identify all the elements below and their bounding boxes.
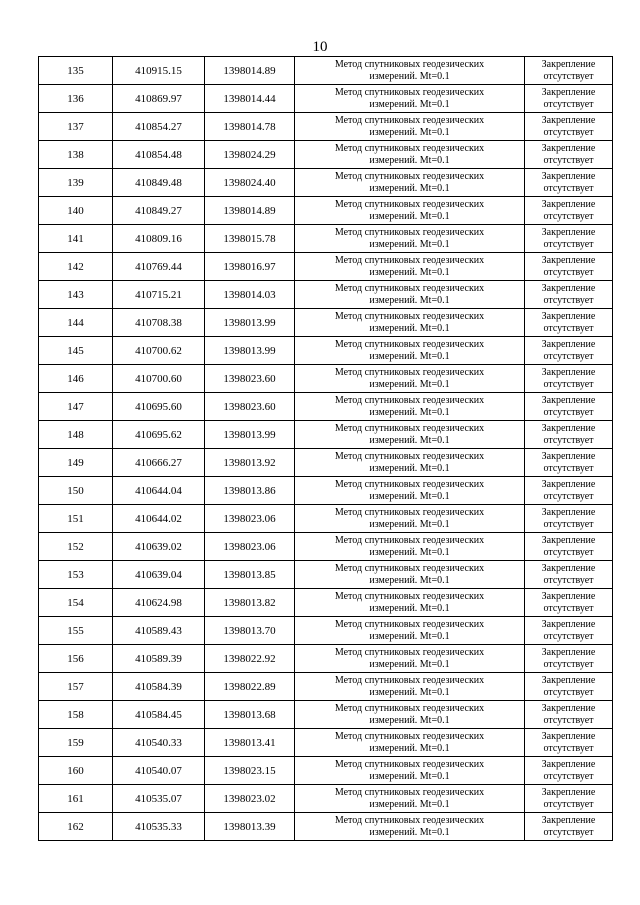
table-row [39, 813, 613, 841]
table-row [39, 57, 613, 85]
fixing-line-1: Закрепление [541, 338, 596, 350]
method-line-2: измерений. Mt=0.1 [369, 798, 450, 810]
fixing-line-1: Закрепление [541, 478, 596, 490]
method-line-2: измерений. Mt=0.1 [369, 742, 450, 754]
fixing-cell [525, 617, 613, 645]
method-line-1: Метод спутниковых геодезических [334, 562, 485, 574]
method-line-1: Метод спутниковых геодезических [334, 730, 485, 742]
fixing-cell [525, 253, 613, 281]
y-coordinate-cell: 1398023.06 [205, 533, 295, 561]
fixing-cell [525, 701, 613, 729]
y-coordinate-cell: 1398013.99 [205, 309, 295, 337]
fixing-cell [525, 85, 613, 113]
table-row [39, 505, 613, 533]
method-line-1: Метод спутниковых геодезических [334, 646, 485, 658]
y-coordinate-cell: 1398013.85 [205, 561, 295, 589]
fixing-line-1: Закрепление [541, 254, 596, 266]
method-line-2: измерений. Mt=0.1 [369, 378, 450, 390]
fixing-cell [525, 309, 613, 337]
fixing-cell [525, 729, 613, 757]
fixing-line-1: Закрепление [541, 702, 596, 714]
x-coordinate-cell: 410624.98 [113, 589, 205, 617]
fixing-cell [525, 785, 613, 813]
fixing-line-1: Закрепление [541, 58, 596, 70]
x-coordinate-cell: 410849.48 [113, 169, 205, 197]
fixing-line-1: Закрепление [541, 450, 596, 462]
fixing-cell [525, 589, 613, 617]
coordinates-table-body [39, 57, 613, 841]
y-coordinate-cell: 1398023.60 [205, 365, 295, 393]
table-row [39, 197, 613, 225]
method-line-1: Метод спутниковых геодезических [334, 422, 485, 434]
fixing-line-1: Закрепление [541, 506, 596, 518]
method-line-1: Метод спутниковых геодезических [334, 170, 485, 182]
fixing-line-1: Закрепление [541, 422, 596, 434]
fixing-line-2: отсутствует [543, 98, 594, 110]
method-line-1: Метод спутниковых геодезических [334, 814, 485, 826]
method-line-2: измерений. Mt=0.1 [369, 602, 450, 614]
method-cell [295, 561, 525, 589]
method-line-1: Метод спутниковых геодезических [334, 478, 485, 490]
method-line-2: измерений. Mt=0.1 [369, 490, 450, 502]
method-line-2: измерений. Mt=0.1 [369, 294, 450, 306]
x-coordinate-cell: 410540.33 [113, 729, 205, 757]
method-cell [295, 253, 525, 281]
fixing-line-2: отсутствует [543, 238, 594, 250]
method-cell [295, 197, 525, 225]
fixing-line-2: отсутствует [543, 742, 594, 754]
method-cell [295, 673, 525, 701]
method-cell [295, 617, 525, 645]
fixing-line-2: отсутствует [543, 826, 594, 838]
method-line-2: измерений. Mt=0.1 [369, 182, 450, 194]
x-coordinate-cell: 410540.07 [113, 757, 205, 785]
fixing-cell [525, 365, 613, 393]
method-line-1: Метод спутниковых геодезических [334, 310, 485, 322]
fixing-line-1: Закрепление [541, 198, 596, 210]
fixing-cell [525, 449, 613, 477]
fixing-cell [525, 57, 613, 85]
point-number-cell: 136 [39, 85, 113, 113]
y-coordinate-cell: 1398013.99 [205, 337, 295, 365]
fixing-line-2: отсутствует [543, 210, 594, 222]
fixing-line-1: Закрепление [541, 282, 596, 294]
y-coordinate-cell: 1398014.89 [205, 57, 295, 85]
method-line-1: Метод спутниковых геодезических [334, 226, 485, 238]
table-row [39, 589, 613, 617]
fixing-line-1: Закрепление [541, 758, 596, 770]
point-number-cell: 139 [39, 169, 113, 197]
method-line-1: Метод спутниковых геодезических [334, 198, 485, 210]
x-coordinate-cell: 410700.60 [113, 365, 205, 393]
table-row [39, 785, 613, 813]
method-line-2: измерений. Mt=0.1 [369, 434, 450, 446]
fixing-cell [525, 505, 613, 533]
method-line-2: измерений. Mt=0.1 [369, 126, 450, 138]
method-cell [295, 225, 525, 253]
method-line-1: Метод спутниковых геодезических [334, 254, 485, 266]
fixing-line-1: Закрепление [541, 786, 596, 798]
table-row [39, 393, 613, 421]
method-line-2: измерений. Mt=0.1 [369, 462, 450, 474]
table-row [39, 225, 613, 253]
point-number-cell: 155 [39, 617, 113, 645]
method-line-2: измерений. Mt=0.1 [369, 770, 450, 782]
method-cell [295, 505, 525, 533]
method-cell [295, 85, 525, 113]
point-number-cell: 159 [39, 729, 113, 757]
fixing-cell [525, 421, 613, 449]
fixing-line-1: Закрепление [541, 814, 596, 826]
method-line-1: Метод спутниковых геодезических [334, 282, 485, 294]
point-number-cell: 153 [39, 561, 113, 589]
method-cell [295, 589, 525, 617]
fixing-line-2: отсутствует [543, 714, 594, 726]
fixing-line-2: отсутствует [543, 322, 594, 334]
y-coordinate-cell: 1398024.40 [205, 169, 295, 197]
fixing-line-2: отсутствует [543, 658, 594, 670]
method-line-1: Метод спутниковых геодезических [334, 114, 485, 126]
fixing-line-1: Закрепление [541, 590, 596, 602]
point-number-cell: 137 [39, 113, 113, 141]
point-number-cell: 142 [39, 253, 113, 281]
point-number-cell: 147 [39, 393, 113, 421]
method-cell [295, 309, 525, 337]
fixing-line-2: отсутствует [543, 518, 594, 530]
method-line-2: измерений. Mt=0.1 [369, 714, 450, 726]
y-coordinate-cell: 1398013.70 [205, 617, 295, 645]
method-line-2: измерений. Mt=0.1 [369, 826, 450, 838]
fixing-line-1: Закрепление [541, 730, 596, 742]
method-cell [295, 813, 525, 841]
method-line-2: измерений. Mt=0.1 [369, 266, 450, 278]
y-coordinate-cell: 1398013.39 [205, 813, 295, 841]
point-number-cell: 143 [39, 281, 113, 309]
method-line-1: Метод спутниковых геодезических [334, 366, 485, 378]
table-row [39, 533, 613, 561]
point-number-cell: 161 [39, 785, 113, 813]
x-coordinate-cell: 410589.43 [113, 617, 205, 645]
fixing-line-2: отсутствует [543, 574, 594, 586]
fixing-line-2: отсутствует [543, 602, 594, 614]
y-coordinate-cell: 1398014.03 [205, 281, 295, 309]
x-coordinate-cell: 410854.27 [113, 113, 205, 141]
method-cell [295, 701, 525, 729]
fixing-line-1: Закрепление [541, 142, 596, 154]
fixing-line-2: отсутствует [543, 294, 594, 306]
table-row [39, 253, 613, 281]
method-line-2: измерений. Mt=0.1 [369, 70, 450, 82]
y-coordinate-cell: 1398014.44 [205, 85, 295, 113]
method-cell [295, 281, 525, 309]
x-coordinate-cell: 410644.04 [113, 477, 205, 505]
method-line-1: Метод спутниковых геодезических [334, 142, 485, 154]
point-number-cell: 156 [39, 645, 113, 673]
table-row [39, 477, 613, 505]
point-number-cell: 154 [39, 589, 113, 617]
method-cell [295, 785, 525, 813]
method-line-1: Метод спутниковых геодезических [334, 338, 485, 350]
point-number-cell: 157 [39, 673, 113, 701]
method-line-1: Метод спутниковых геодезических [334, 506, 485, 518]
x-coordinate-cell: 410854.48 [113, 141, 205, 169]
x-coordinate-cell: 410695.60 [113, 393, 205, 421]
page-number: 10 [312, 39, 328, 55]
y-coordinate-cell: 1398022.92 [205, 645, 295, 673]
fixing-line-2: отсутствует [543, 266, 594, 278]
x-coordinate-cell: 410589.39 [113, 645, 205, 673]
table-row [39, 309, 613, 337]
fixing-line-2: отсутствует [543, 462, 594, 474]
x-coordinate-cell: 410849.27 [113, 197, 205, 225]
fixing-line-1: Закрепление [541, 170, 596, 182]
y-coordinate-cell: 1398014.78 [205, 113, 295, 141]
fixing-cell [525, 645, 613, 673]
fixing-cell [525, 757, 613, 785]
fixing-line-2: отсутствует [543, 70, 594, 82]
point-number-cell: 140 [39, 197, 113, 225]
method-line-2: измерений. Mt=0.1 [369, 630, 450, 642]
method-line-2: измерений. Mt=0.1 [369, 98, 450, 110]
method-cell [295, 449, 525, 477]
y-coordinate-cell: 1398013.68 [205, 701, 295, 729]
table-row [39, 365, 613, 393]
y-coordinate-cell: 1398013.82 [205, 589, 295, 617]
y-coordinate-cell: 1398024.29 [205, 141, 295, 169]
y-coordinate-cell: 1398013.41 [205, 729, 295, 757]
x-coordinate-cell: 410666.27 [113, 449, 205, 477]
table-row [39, 113, 613, 141]
table-row [39, 421, 613, 449]
x-coordinate-cell: 410915.15 [113, 57, 205, 85]
fixing-line-2: отсутствует [543, 686, 594, 698]
fixing-line-1: Закрепление [541, 114, 596, 126]
fixing-line-2: отсутствует [543, 798, 594, 810]
fixing-line-2: отсутствует [543, 490, 594, 502]
point-number-cell: 141 [39, 225, 113, 253]
point-number-cell: 158 [39, 701, 113, 729]
x-coordinate-cell: 410584.45 [113, 701, 205, 729]
method-cell [295, 729, 525, 757]
x-coordinate-cell: 410715.21 [113, 281, 205, 309]
table-row [39, 673, 613, 701]
point-number-cell: 145 [39, 337, 113, 365]
fixing-cell [525, 533, 613, 561]
method-line-1: Метод спутниковых геодезических [334, 590, 485, 602]
fixing-line-2: отсутствует [543, 378, 594, 390]
fixing-line-1: Закрепление [541, 674, 596, 686]
fixing-line-1: Закрепление [541, 366, 596, 378]
fixing-line-1: Закрепление [541, 310, 596, 322]
method-cell [295, 533, 525, 561]
point-number-cell: 152 [39, 533, 113, 561]
y-coordinate-cell: 1398023.15 [205, 757, 295, 785]
method-line-1: Метод спутниковых геодезических [334, 394, 485, 406]
point-number-cell: 151 [39, 505, 113, 533]
method-cell [295, 337, 525, 365]
fixing-cell [525, 281, 613, 309]
fixing-line-2: отсутствует [543, 154, 594, 166]
y-coordinate-cell: 1398016.97 [205, 253, 295, 281]
fixing-line-2: отсутствует [543, 350, 594, 362]
x-coordinate-cell: 410695.62 [113, 421, 205, 449]
table-row [39, 449, 613, 477]
fixing-line-1: Закрепление [541, 534, 596, 546]
fixing-line-2: отсутствует [543, 126, 594, 138]
method-cell [295, 113, 525, 141]
x-coordinate-cell: 410869.97 [113, 85, 205, 113]
y-coordinate-cell: 1398015.78 [205, 225, 295, 253]
fixing-cell [525, 813, 613, 841]
method-line-2: измерений. Mt=0.1 [369, 406, 450, 418]
y-coordinate-cell: 1398014.89 [205, 197, 295, 225]
method-line-2: измерений. Mt=0.1 [369, 574, 450, 586]
method-cell [295, 421, 525, 449]
fixing-line-2: отсутствует [543, 406, 594, 418]
method-line-1: Метод спутниковых геодезических [334, 674, 485, 686]
method-line-2: измерений. Mt=0.1 [369, 154, 450, 166]
fixing-line-2: отсутствует [543, 182, 594, 194]
point-number-cell: 149 [39, 449, 113, 477]
y-coordinate-cell: 1398013.92 [205, 449, 295, 477]
x-coordinate-cell: 410639.02 [113, 533, 205, 561]
method-cell [295, 57, 525, 85]
method-line-1: Метод спутниковых геодезических [334, 534, 485, 546]
y-coordinate-cell: 1398022.89 [205, 673, 295, 701]
fixing-line-2: отсутствует [543, 434, 594, 446]
y-coordinate-cell: 1398023.02 [205, 785, 295, 813]
fixing-line-1: Закрепление [541, 394, 596, 406]
point-number-cell: 148 [39, 421, 113, 449]
method-line-2: измерений. Mt=0.1 [369, 322, 450, 334]
y-coordinate-cell: 1398023.06 [205, 505, 295, 533]
fixing-cell [525, 337, 613, 365]
fixing-line-1: Закрепление [541, 226, 596, 238]
fixing-cell [525, 197, 613, 225]
fixing-line-1: Закрепление [541, 618, 596, 630]
x-coordinate-cell: 410639.04 [113, 561, 205, 589]
method-line-2: измерений. Mt=0.1 [369, 546, 450, 558]
table-row [39, 141, 613, 169]
table-row [39, 757, 613, 785]
method-line-1: Метод спутниковых геодезических [334, 450, 485, 462]
method-cell [295, 757, 525, 785]
point-number-cell: 138 [39, 141, 113, 169]
fixing-cell [525, 673, 613, 701]
table-row [39, 85, 613, 113]
x-coordinate-cell: 410644.02 [113, 505, 205, 533]
point-number-cell: 160 [39, 757, 113, 785]
method-line-2: измерений. Mt=0.1 [369, 658, 450, 670]
fixing-cell [525, 561, 613, 589]
table-row [39, 281, 613, 309]
method-line-1: Метод спутниковых геодезических [334, 758, 485, 770]
y-coordinate-cell: 1398013.86 [205, 477, 295, 505]
table-row [39, 729, 613, 757]
method-cell [295, 141, 525, 169]
method-line-2: измерений. Mt=0.1 [369, 238, 450, 250]
method-cell [295, 645, 525, 673]
fixing-line-1: Закрепление [541, 562, 596, 574]
fixing-line-1: Закрепление [541, 86, 596, 98]
fixing-cell [525, 225, 613, 253]
method-line-2: измерений. Mt=0.1 [369, 350, 450, 362]
x-coordinate-cell: 410809.16 [113, 225, 205, 253]
table-row [39, 561, 613, 589]
point-number-cell: 150 [39, 477, 113, 505]
fixing-line-2: отсутствует [543, 546, 594, 558]
method-line-2: измерений. Mt=0.1 [369, 518, 450, 530]
method-line-1: Метод спутниковых геодезических [334, 702, 485, 714]
point-number-cell: 146 [39, 365, 113, 393]
fixing-cell [525, 393, 613, 421]
fixing-cell [525, 477, 613, 505]
x-coordinate-cell: 410535.33 [113, 813, 205, 841]
fixing-cell [525, 113, 613, 141]
fixing-line-2: отсутствует [543, 630, 594, 642]
fixing-line-1: Закрепление [541, 646, 596, 658]
table-row [39, 337, 613, 365]
x-coordinate-cell: 410700.62 [113, 337, 205, 365]
method-cell [295, 477, 525, 505]
fixing-cell [525, 141, 613, 169]
method-cell [295, 365, 525, 393]
x-coordinate-cell: 410584.39 [113, 673, 205, 701]
y-coordinate-cell: 1398013.99 [205, 421, 295, 449]
x-coordinate-cell: 410708.38 [113, 309, 205, 337]
point-number-cell: 135 [39, 57, 113, 85]
table-row [39, 701, 613, 729]
method-line-2: измерений. Mt=0.1 [369, 210, 450, 222]
table-row [39, 169, 613, 197]
table-row [39, 617, 613, 645]
table-row [39, 645, 613, 673]
x-coordinate-cell: 410769.44 [113, 253, 205, 281]
point-number-cell: 144 [39, 309, 113, 337]
method-line-1: Метод спутниковых геодезических [334, 58, 485, 70]
x-coordinate-cell: 410535.07 [113, 785, 205, 813]
method-line-1: Метод спутниковых геодезических [334, 786, 485, 798]
method-line-2: измерений. Mt=0.1 [369, 686, 450, 698]
method-line-1: Метод спутниковых геодезических [334, 86, 485, 98]
point-number-cell: 162 [39, 813, 113, 841]
method-cell [295, 393, 525, 421]
fixing-cell [525, 169, 613, 197]
method-cell [295, 169, 525, 197]
y-coordinate-cell: 1398023.60 [205, 393, 295, 421]
method-line-1: Метод спутниковых геодезических [334, 618, 485, 630]
fixing-line-2: отсутствует [543, 770, 594, 782]
coordinates-table [38, 56, 613, 841]
